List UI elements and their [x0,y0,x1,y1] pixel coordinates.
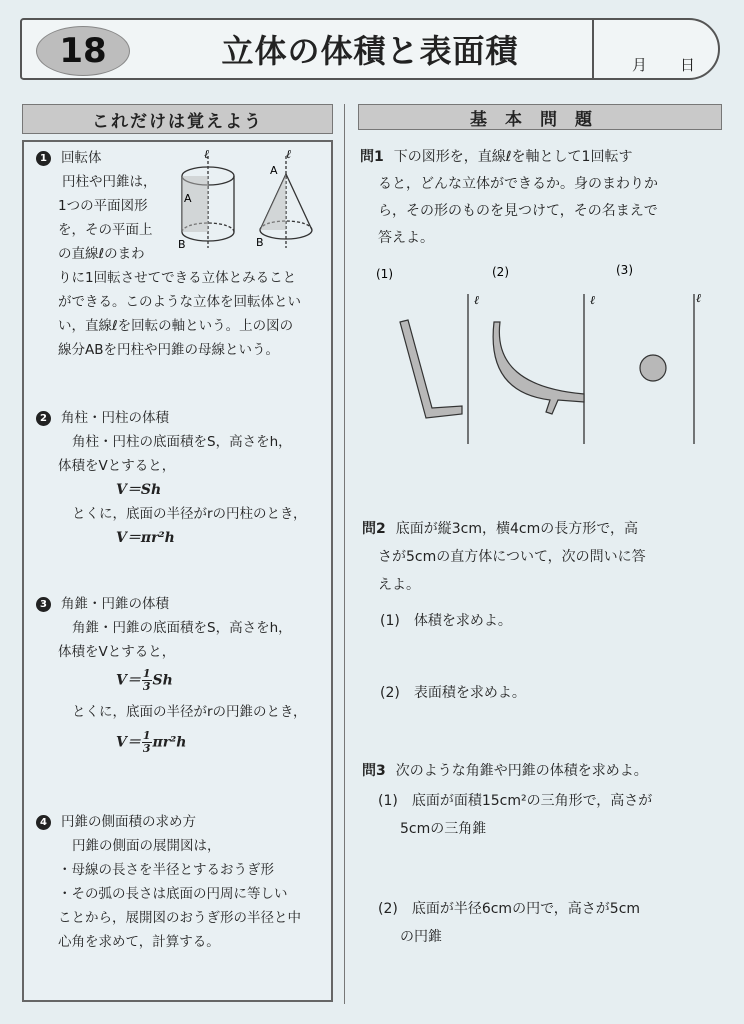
cylinder-cone-figure [168,148,328,258]
q2-line: えよ。 [378,577,420,593]
figure-2-shape [493,322,584,414]
figure-1-shape [400,320,462,418]
s1-line: ができる。このような立体を回転体とい [58,294,301,310]
q2-sub-2: (2) 表面積を求めよ。 [380,685,526,701]
s4-line: 円錐の側面の展開図は， [72,838,221,854]
heading-text: 回転体 [61,150,102,166]
q1-line: 答えよ。 [378,230,434,246]
fraction [142,668,152,693]
axis-l-label: ℓ [696,291,701,305]
denominator: 3 [142,742,151,755]
s4-line: ・母線の長さを半径とするおうぎ形 [58,862,274,878]
heading-text: 角柱・円柱の体積 [61,410,169,426]
s3-line: 体積をVとすると， [58,644,176,660]
figure-3-label: (3) [616,263,633,277]
date-divider [592,18,594,80]
s1-line: を，その平面上 [58,222,153,238]
question-text: 次のような角錐や円錐の体積を求めよ。 [395,763,648,779]
heading-text: 円錐の側面積の求め方 [61,814,196,830]
numerator: 1 [142,667,151,680]
section-1-heading [36,146,102,170]
question-label: 問2 [362,521,386,537]
page-title: 立体の体積と表面積 [221,32,519,70]
q3-sub-1: (1) 底面が面積15cm²の三角形で，高さが [378,793,653,809]
q1-line [360,144,632,171]
summary-band: これだけは覚えよう [22,104,333,134]
axis-l-label: ℓ [204,148,209,161]
section-number: 4 [36,815,51,830]
axis-l-label: ℓ [590,293,595,307]
section-3-heading [36,592,169,616]
formula-cone-volume [116,730,186,755]
formula-part: V＝ [116,672,141,689]
section-number: 2 [36,411,51,426]
month-label: 月 [632,56,648,74]
formula-part: πr²h [152,734,187,751]
s4-line: ことから，展開図のおうぎ形の半径と中 [58,910,301,926]
figure-2-label: (2) [492,265,509,279]
section-2-heading [36,406,169,430]
s3-line: 角錐・円錐の底面積をS，高さをh， [72,620,292,636]
s1-line: 1つの平面図形 [58,198,148,214]
question-text: 底面が縦3cm，横4cmの長方形で，高 [395,521,638,537]
s4-line: ・その弧の長さは底面の円周に等しい [58,886,288,902]
formula-cylinder-volume: V＝πr²h [116,530,175,546]
lesson-number-badge: 18 [36,26,130,76]
point-b-label: B [256,236,264,249]
s1-line: の直線ℓのまわ [58,246,145,262]
day-label: 日 [680,56,696,74]
s2-line: とくに，底面の半径がrの円柱のとき， [72,506,307,522]
question-text: 下の図形を，直線ℓを軸として1回転す [393,149,633,165]
formula-pyramid-volume [116,668,173,693]
point-a-label: A [184,192,192,205]
formula-prism-volume: V＝Sh [116,482,162,498]
denominator: 3 [142,680,151,693]
q2-line: さが5cmの直方体について，次の問いに答 [378,549,646,565]
q1-line: ると，どんな立体ができるか。身のまわりか [378,176,658,192]
column-divider [344,104,345,1004]
s3-line: とくに，底面の半径がrの円錐のとき， [72,704,307,720]
fraction [142,730,152,755]
figure-3-shape [640,355,666,381]
question-label: 問3 [362,763,386,779]
section-4-heading [36,810,196,834]
s2-line: 角柱・円柱の底面積をS，高さをh， [72,434,292,450]
question-label: 問1 [360,149,384,165]
formula-part: Sh [152,672,173,689]
s1-line: 円柱や円錐は， [62,174,157,190]
q3-sub-2-cont: の円錐 [400,929,442,945]
q1-line: ら，その形のものを見つけて，その名まえで [378,203,658,219]
point-a-label: A [270,164,278,177]
axis-l-label: ℓ [286,148,291,161]
section-number: 1 [36,151,51,166]
s1-line: い，直線ℓを回転の軸という。上の図の [58,318,294,334]
q3-line [362,758,648,785]
q2-line [362,516,638,543]
numerator: 1 [142,729,151,742]
s1-line: 線分ABを円柱や円錐の母線という。 [58,342,279,358]
figure-1-label: (1) [376,267,393,281]
formula-part: V＝ [116,734,141,751]
point-b-label: B [178,238,186,251]
section-number: 3 [36,597,51,612]
q3-sub-1-cont: 5cmの三角錐 [400,821,487,837]
q3-sub-2: (2) 底面が半径6cmの円で，高さが5cm [378,901,641,917]
basic-problems-band: 基本問題 [358,104,722,130]
rotation-figures [370,262,720,452]
axis-l-label: ℓ [474,293,479,307]
s2-line: 体積をVとすると， [58,458,176,474]
q2-sub-1: (1) 体積を求めよ。 [380,613,512,629]
s1-line: りに1回転させてできる立体とみること [58,270,297,286]
s4-line: 心角を求めて，計算する。 [58,934,220,950]
heading-text: 角錐・円錐の体積 [61,596,169,612]
